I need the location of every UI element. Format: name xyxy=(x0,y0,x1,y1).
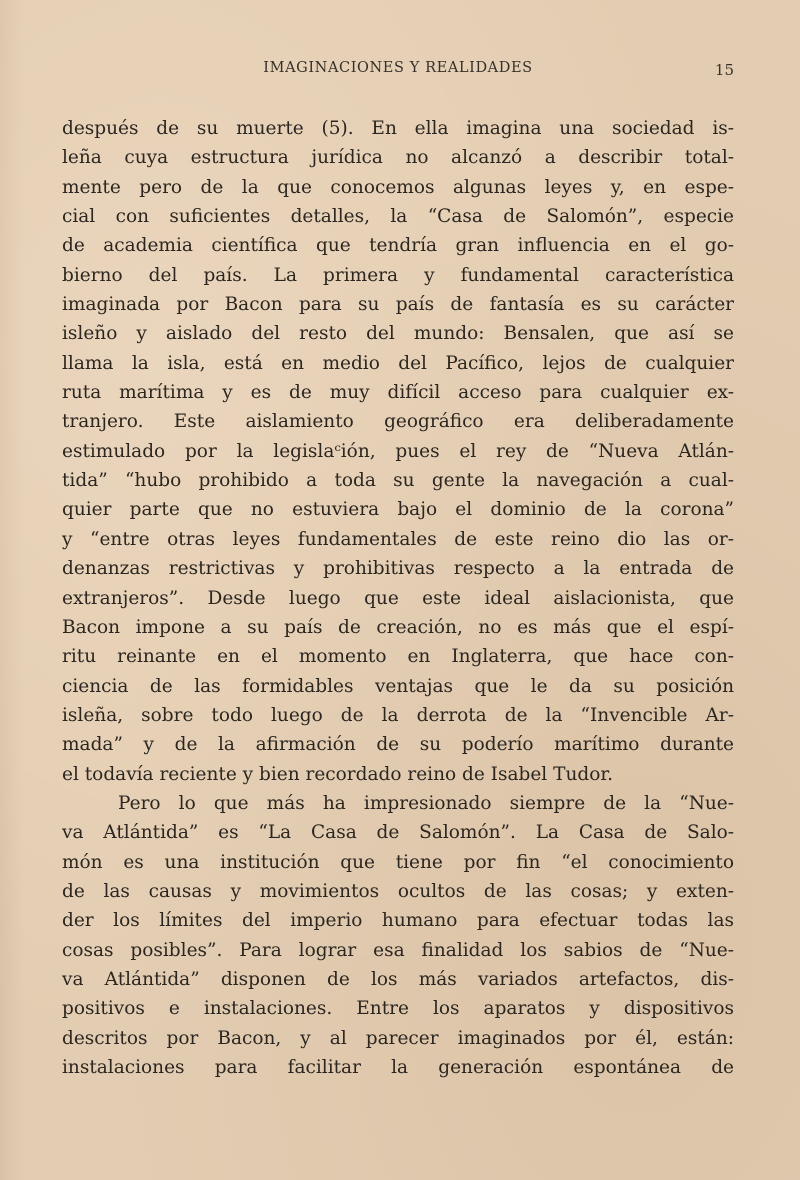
text-line: isleña, sobre todo luego de la derrota de la “Invencible Ar- xyxy=(62,704,734,726)
text-line: imaginada por Bacon para su país de fantasía es su carácter xyxy=(62,294,734,316)
text-line: de las causas y movimientos ocultos de las cosas; y exten- xyxy=(62,880,734,902)
page-header xyxy=(62,60,734,84)
text-line: va Atlántida” disponen de los más variados artefactos, dis- xyxy=(62,968,734,990)
text-line: denanzas restrictivas y prohibitivas respecto a la entrada de xyxy=(62,558,734,580)
running-head: IMAGINACIONES Y REALIDADES xyxy=(263,60,533,76)
text-line: mente pero de la que conocemos algunas leyes y, en espe- xyxy=(62,176,734,198)
text-line: va Atlántida” es “La Casa de Salomón”. La Casa de Salo- xyxy=(62,822,734,844)
text-line: positivos e instalaciones. Entre los aparatos y dispositivos xyxy=(62,998,734,1020)
paragraph-2 xyxy=(62,789,734,1082)
text-line: leña cuya estructura jurídica no alcanzó a describir total- xyxy=(62,147,734,169)
paragraph-1 xyxy=(62,114,734,789)
text-line: món es una institución que tiene por fin “el conocimiento xyxy=(62,851,734,873)
text-line: Pero lo que más ha impresionado siempre de la “Nue- xyxy=(118,792,734,814)
text-line: de academia científica que tendría gran influencia en el go- xyxy=(62,235,734,257)
text-line: y “entre otras leyes fundamentales de este reino dio las or- xyxy=(62,528,734,550)
text-line: después de su muerte (5). En ella imagina una sociedad is- xyxy=(62,118,734,139)
body-text xyxy=(62,114,734,1082)
text-line: cosas posibles”. Para lograr esa finalidad los sabios de “Nue- xyxy=(62,939,734,961)
text-line: bierno del país. La primera y fundamental característica xyxy=(62,264,734,286)
text-line: ritu reinante en el momento en Inglaterra, que hace con- xyxy=(62,646,734,668)
text-line: quier parte que no estuviera bajo el dominio de la corona” xyxy=(62,499,734,521)
text-line: cial con suficientes detalles, la “Casa de Salomón”, especie xyxy=(62,206,734,228)
text-line: estimulado por la legislaᶜión, pues el rey de “Nueva Atlán- xyxy=(62,440,734,462)
page-number: 15 xyxy=(714,61,734,79)
text-line: mada” y de la afirmación de su poderío marítimo durante xyxy=(62,734,734,756)
text-line: Bacon impone a su país de creación, no es más que el espí- xyxy=(62,616,734,638)
text-line: tranjero. Este aislamiento geográfico era deliberadamente xyxy=(62,411,734,433)
text-line: ciencia de las formidables ventajas que le da su posición xyxy=(62,675,734,697)
text-line: el todavía reciente y bien recordado reino de Isabel Tudor. xyxy=(62,763,614,785)
text-line: extranjeros”. Desde luego que este ideal aislacionista, que xyxy=(62,587,734,609)
text-line: llama la isla, está en medio del Pacífico, lejos de cualquier xyxy=(62,352,734,374)
text-line: isleño y aislado del resto del mundo: Bensalen, que así se xyxy=(62,323,734,345)
text-line: instalaciones para facilitar la generación espontánea de xyxy=(62,1057,734,1078)
text-line: descritos por Bacon, y al parecer imaginados por él, están: xyxy=(62,1027,734,1049)
text-line: der los límites del imperio humano para efectuar todas las xyxy=(62,910,734,932)
text-line: tida” “hubo prohibido a toda su gente la navegación a cual- xyxy=(62,470,734,492)
text-line: ruta marítima y es de muy difícil acceso para cualquier ex- xyxy=(62,382,734,404)
